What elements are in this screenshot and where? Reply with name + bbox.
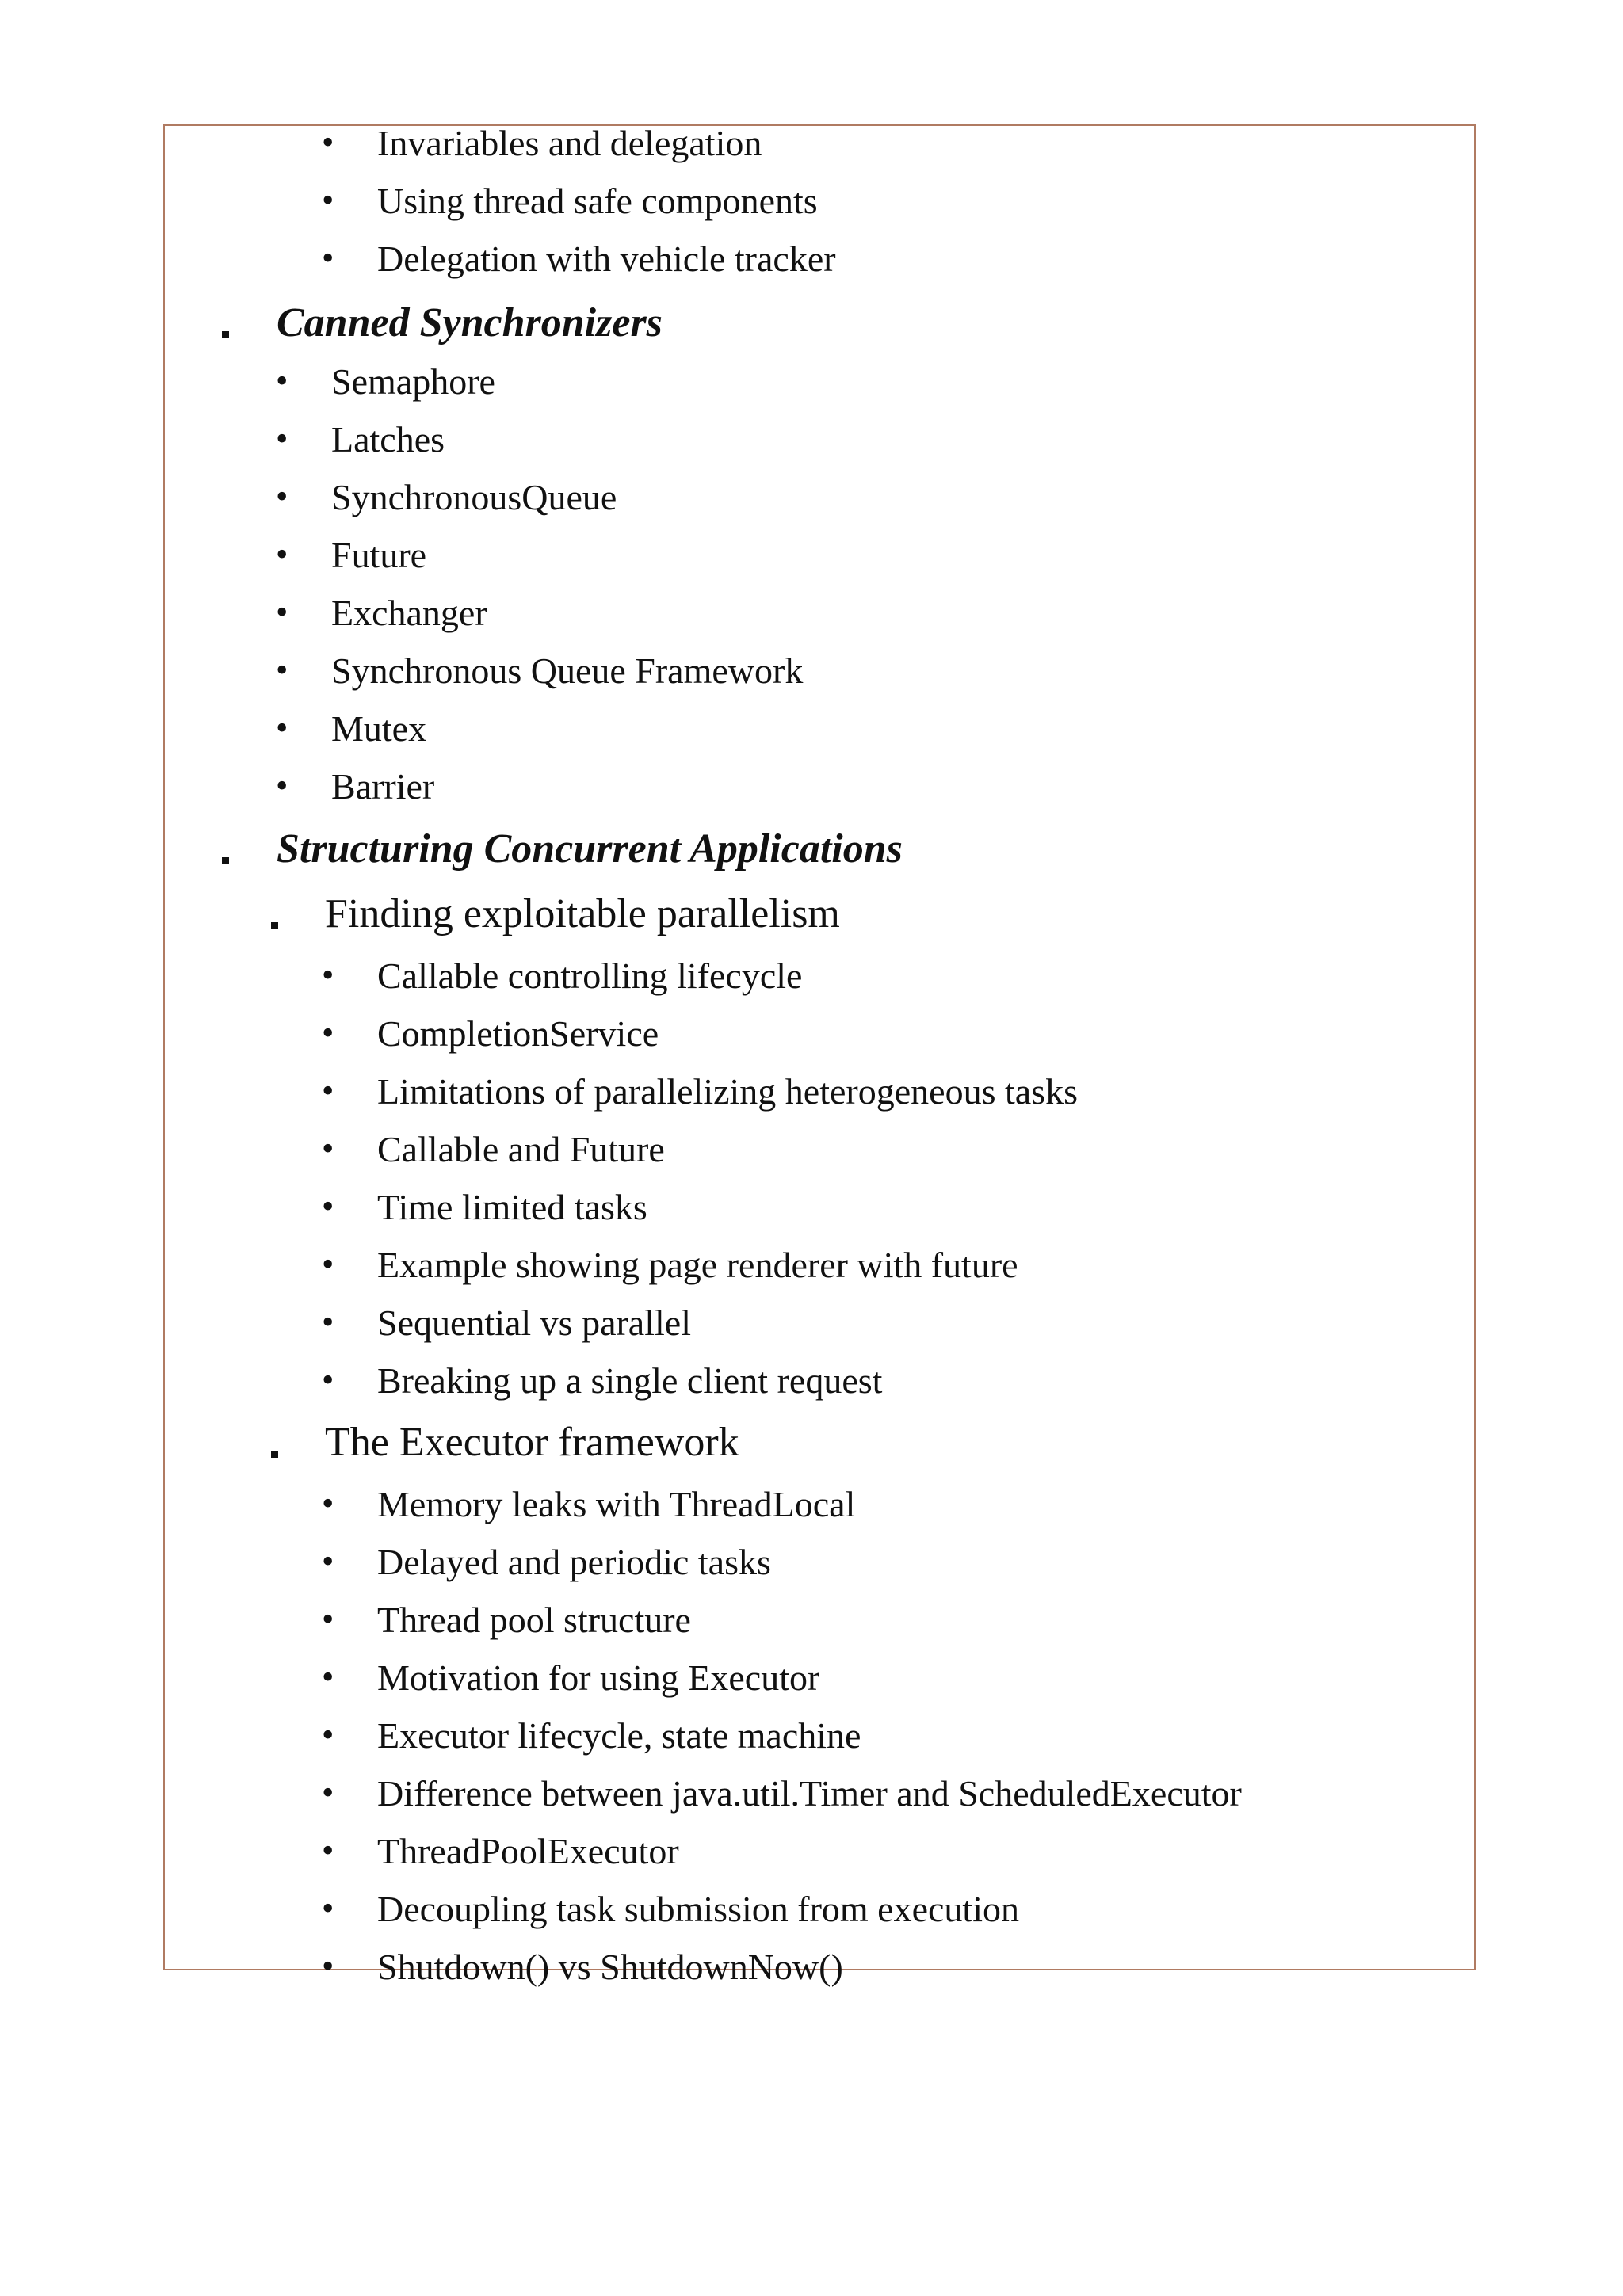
bullet-dot: • <box>322 1542 334 1581</box>
bullet-dot: • <box>276 477 288 516</box>
list-item: Memory leaks with ThreadLocal <box>377 1484 856 1524</box>
bullet-dot: • <box>322 1715 334 1754</box>
bullet-dot: • <box>322 1302 334 1341</box>
list-item: Delayed and periodic tasks <box>377 1542 771 1582</box>
list-item: Callable and Future <box>377 1129 665 1169</box>
list-item: Time limited tasks <box>377 1187 647 1227</box>
bullet-dot: • <box>322 1889 334 1928</box>
list-item: Thread pool structure <box>377 1600 691 1640</box>
bullet-dot: • <box>322 1187 334 1226</box>
bullet-dot: • <box>322 123 334 162</box>
list-item: Mutex <box>331 708 427 749</box>
list-item: Delegation with vehicle tracker <box>377 238 836 279</box>
bullet-dot: • <box>322 955 334 994</box>
bullet-dot: • <box>322 238 334 277</box>
bullet-dot: • <box>322 1013 334 1052</box>
bullet-dot: • <box>322 1484 334 1523</box>
bullet-dot: • <box>322 1360 334 1399</box>
bullet-dot: • <box>276 593 288 631</box>
list-item: Future <box>331 535 427 575</box>
list-item: Sequential vs parallel <box>377 1302 691 1343</box>
list-item: Difference between java.util.Timer and ScheduledExecutor <box>377 1773 1242 1814</box>
list-item: Callable controlling lifecycle <box>377 955 803 996</box>
section-heading-canned-synchronizers: Canned Synchronizers <box>277 300 663 345</box>
subsection-bullet-square <box>271 922 278 929</box>
section-bullet-square <box>222 857 229 864</box>
list-item: Semaphore <box>331 361 495 402</box>
bullet-dot: • <box>276 708 288 747</box>
bullet-dot: • <box>322 1245 334 1283</box>
list-item: Decoupling task submission from execution <box>377 1889 1019 1929</box>
list-item: Invariables and delegation <box>377 123 762 163</box>
section-bullet-square <box>222 331 229 338</box>
bullet-dot: • <box>322 1071 334 1110</box>
list-item: Executor lifecycle, state machine <box>377 1715 861 1756</box>
bullet-dot: • <box>322 1600 334 1638</box>
list-item: SynchronousQueue <box>331 477 617 517</box>
list-item: Barrier <box>331 766 435 807</box>
bullet-dot: • <box>322 1831 334 1870</box>
list-item: Using thread safe components <box>377 181 818 221</box>
section-heading-structuring-concurrent-applications: Structuring Concurrent Applications <box>277 826 903 871</box>
list-item: Synchronous Queue Framework <box>331 650 804 691</box>
list-item: Latches <box>331 419 445 460</box>
list-item: ThreadPoolExecutor <box>377 1831 679 1871</box>
bullet-dot: • <box>276 650 288 689</box>
list-item: Motivation for using Executor <box>377 1657 820 1698</box>
subsection-bullet-square <box>271 1451 278 1458</box>
bullet-dot: • <box>322 1947 334 1985</box>
bullet-dot: • <box>276 766 288 805</box>
list-item: Exchanger <box>331 593 487 633</box>
list-item: Limitations of parallelizing heterogeneous tasks <box>377 1071 1078 1112</box>
bullet-dot: • <box>322 1657 334 1696</box>
list-item: CompletionService <box>377 1013 659 1054</box>
bullet-dot: • <box>276 419 288 458</box>
list-item: Shutdown() vs ShutdownNow() <box>377 1947 843 1987</box>
bullet-dot: • <box>322 1129 334 1168</box>
subsection-title-executor-framework: The Executor framework <box>325 1420 739 1465</box>
bullet-dot: • <box>322 1773 334 1812</box>
subsection-title-finding-exploitable-parallelism: Finding exploitable parallelism <box>325 891 840 936</box>
bullet-dot: • <box>276 535 288 574</box>
list-item: Example showing page renderer with future <box>377 1245 1018 1285</box>
list-item: Breaking up a single client request <box>377 1360 883 1401</box>
bullet-dot: • <box>322 181 334 219</box>
bullet-dot: • <box>276 361 288 400</box>
